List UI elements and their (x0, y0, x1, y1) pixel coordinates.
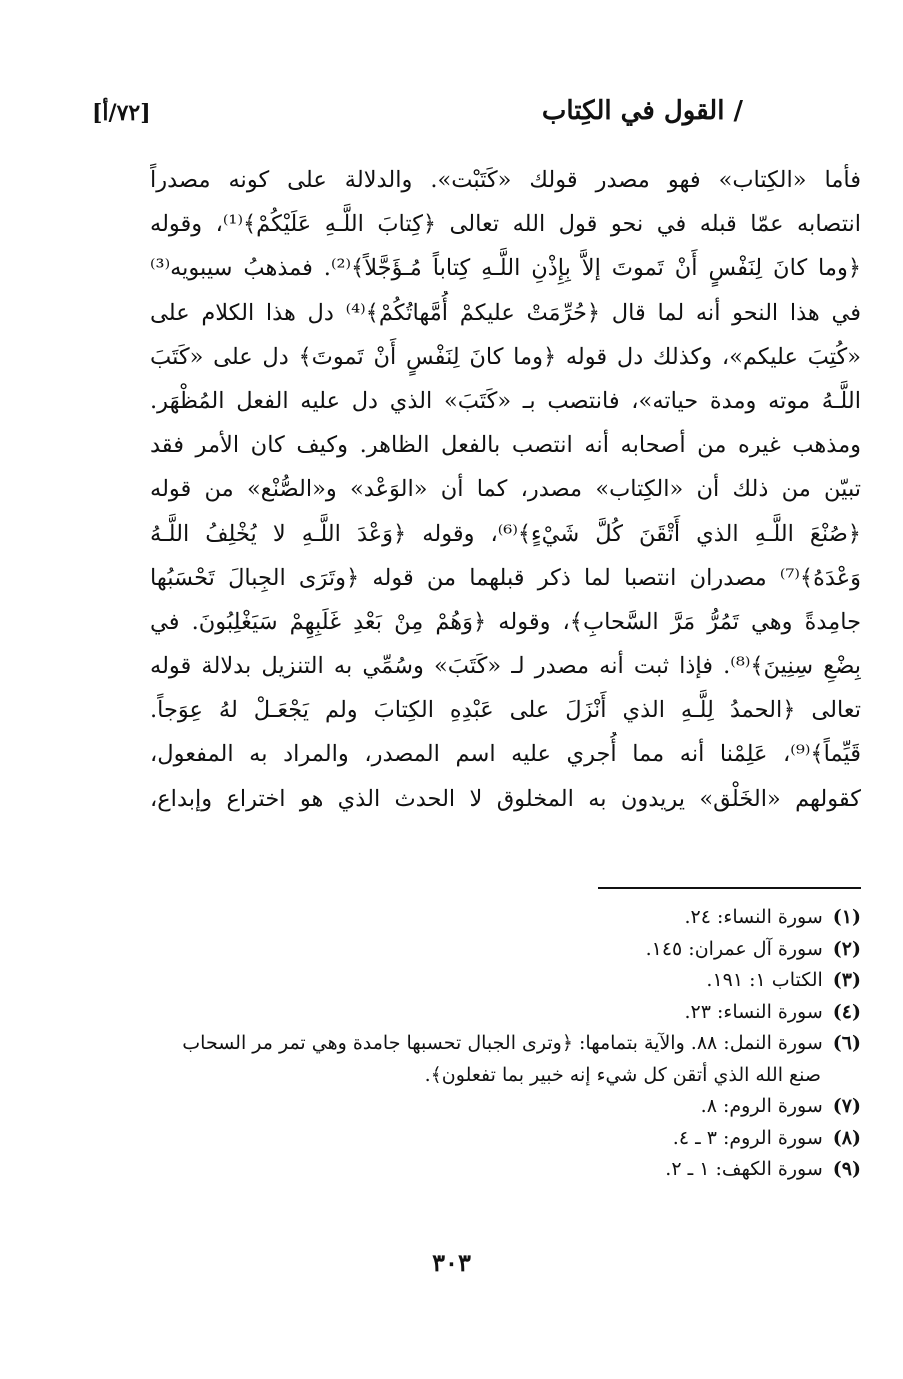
footnote-text: سورة النمل: ٨٨. والآية بتمامها: ﴿وترى الجبال تحسبها جامدة وهي تمر مر السحاب (182, 1032, 823, 1054)
footnote-item (170, 1091, 861, 1123)
text-line: كقولهم «الخَلْق» يريدون به المخلوق لا الحدث الذي هو اختراع وإبداع، (150, 785, 861, 812)
text-line: «كُتِبَ عليكم»، وكذلك دل قوله ﴿وما كانَ لِنَفْسٍ أَنْ تَموتَ﴾ دل على «كَتَبَ (150, 343, 861, 370)
text-line: تبيّن من ذلك أن «الكِتاب» مصدر، كما أن «الوَعْد» و«الصُّنْع» من قوله (150, 476, 861, 503)
running-header (80, 96, 743, 142)
footnote-number: (٨) (832, 1126, 861, 1149)
footnote-number: (٧) (832, 1095, 861, 1117)
text-line: في هذا النحو أنه لما قال ﴿حُرِّمَتْ عليكمْ أُمَّهاتُكُمْ﴾⁽⁴⁾ دل هذا الكلام على (150, 299, 861, 326)
footnote-number: (٣) (832, 969, 861, 991)
footnote-text: سورة الكهف: ١ ـ ٢. (665, 1158, 823, 1180)
footnote-item (170, 1154, 861, 1186)
footnote-number: (٢) (832, 937, 861, 960)
footnote-number: (٩) (832, 1158, 861, 1180)
manuscript-folio-ref: [٧٢/أ] (92, 100, 151, 126)
footnote-item (170, 1028, 861, 1060)
footnote-number: (٦) (832, 1032, 861, 1054)
text-line: ﴿صُنْعَ اللَّـهِ الذي أَتْقَنَ كُلَّ شَيْءٍ﴾⁽⁶⁾، وقوله ﴿وَعْدَ اللَّـهِ لا يُخْلِفُ اللَّـهُ (150, 520, 861, 547)
footnote-item (170, 965, 861, 997)
footnote-item (170, 997, 861, 1029)
footnote-text: صنع الله الذي أتقن كل شيء إنه خبير بما تفعلون﴾. (424, 1063, 821, 1086)
footnote-continuation (170, 1060, 861, 1092)
footnote-item (170, 934, 861, 966)
footnote-number: (٤) (832, 1000, 861, 1023)
footnote-item (170, 902, 861, 934)
footnote-text: الكتاب ١: ١٩١. (706, 969, 823, 991)
text-line: وَعْدَهُ﴾⁽⁷⁾ مصدران انتصبا لما ذكر قبلهما من قوله ﴿وتَرَى الجِبالَ تَحْسَبُها (150, 564, 861, 591)
text-line: ومذهب غيره من أصحابه أنه انتصب بالفعل الظاهر. وكيف كان الأمر فقد (150, 432, 861, 459)
text-line: فأما «الكِتاب» فهو مصدر قولك «كَتَبْت». والدلالة على كونه مصدراً (150, 167, 861, 193)
page-number: ٣٠٣ (432, 1248, 471, 1277)
text-line: ﴿وما كانَ لِنَفْسٍ أَنْ تَموتَ إلاَّ بِإِذْنِ اللَّـهِ كِتاباً مُـؤَجَّلاً﴾⁽²⁾. فمذهبُ سيبويه⁽³⁾ (150, 255, 861, 282)
text-line: قَيِّماً﴾⁽⁹⁾، عَلِمْنا أنه مما أُجري عليه اسم المصدر، والمراد به المفعول، (150, 741, 861, 768)
footnote-number: (١) (832, 906, 861, 928)
text-line: انتصابه عمّا قبله في نحو قول الله تعالى ﴿كِتابَ اللَّـهِ عَلَيْكُمْ﴾⁽¹⁾، وقوله (150, 211, 861, 238)
chapter-title: / القول في الكِتاب (541, 96, 743, 126)
footnote-text: سورة آل عمران: ١٤٥. (645, 937, 823, 960)
text-line: بِضْعِ سِنِينَ﴾⁽⁸⁾. فإذا ثبت أنه مصدر لـ «كَتَبَ» وسُمِّي به التنزيل بدلالة قوله (150, 653, 861, 680)
text-line: تعالى ﴿الحمدُ لِلَّـهِ الذي أَنْزَلَ على عَبْدِهِ الكِتابَ ولم يَجْعَـلْ لهُ عِوَجاً. (150, 697, 861, 724)
footnotes (170, 902, 861, 1186)
text-line: جامِدةً وهي تَمُرُّ مَرَّ السَّحابِ﴾، وقوله ﴿وَهُمْ مِنْ بَعْدِ غَلَبِهِمْ سَيَغْلِبُونَ. في (150, 608, 861, 635)
footnote-text: سورة الروم: ٣ ـ ٤. (672, 1126, 823, 1149)
footnote-text: سورة الروم: ٨. (700, 1095, 823, 1117)
footnote-text: سورة النساء: ٢٣. (684, 1000, 823, 1023)
footnote-text: سورة النساء: ٢٤. (684, 906, 823, 928)
footnote-item (170, 1123, 861, 1155)
main-text (150, 158, 861, 821)
text-line: اللَّـهُ موته ومدة حياته»، فانتصب بـ «كَتَبَ» الذي دل عليه الفعل المُظْهَر. (150, 387, 861, 414)
footnote-separator (598, 887, 861, 889)
